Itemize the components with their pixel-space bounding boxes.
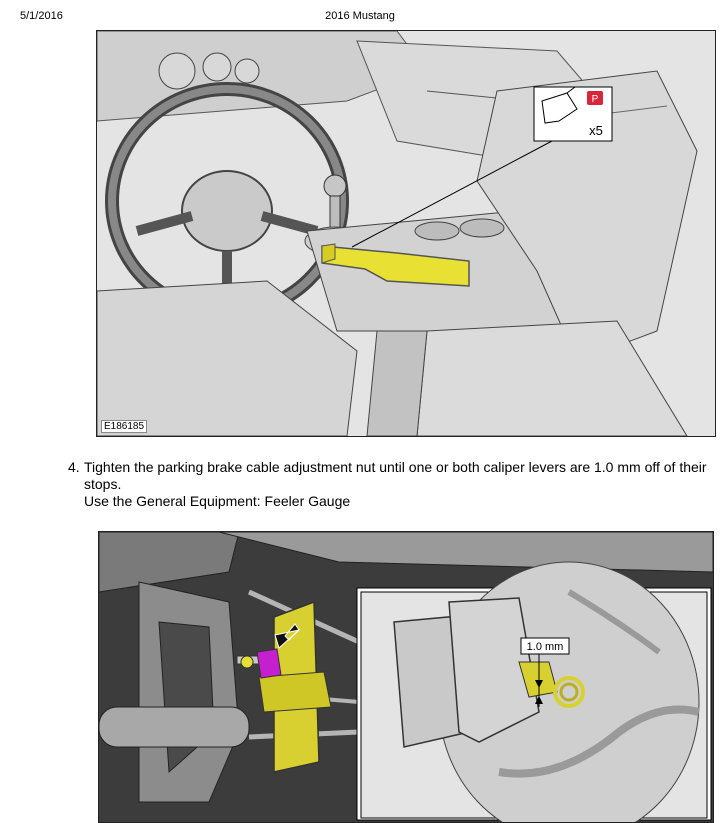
procedure-step-4 — [68, 459, 708, 510]
figure-interior-parking-brake — [96, 30, 716, 437]
adjustment-nut — [257, 649, 281, 678]
cable-adjustment-illustration — [99, 532, 713, 822]
header-date: 5/1/2016 — [20, 10, 63, 22]
step-instruction: Tighten the parking brake cable adjustment nut until one or both caliper levers are 1.0 mm off of their stops. — [84, 459, 707, 492]
step-equipment: Use the General Equipment: Feeler Gauge — [84, 493, 351, 509]
header-title: 2016 Mustang — [325, 10, 395, 22]
callout-box — [534, 87, 612, 141]
interior-illustration — [97, 31, 715, 436]
step-number: 4. — [68, 459, 80, 475]
figure-cable-adjustment — [98, 531, 714, 823]
callout-badge-label: P — [591, 94, 599, 105]
callout-multiplier: x5 — [589, 123, 603, 138]
measurement-label: 1.0 mm — [526, 641, 564, 653]
figure-id-label: E186185 — [101, 420, 147, 433]
caliper-inset — [357, 562, 711, 822]
